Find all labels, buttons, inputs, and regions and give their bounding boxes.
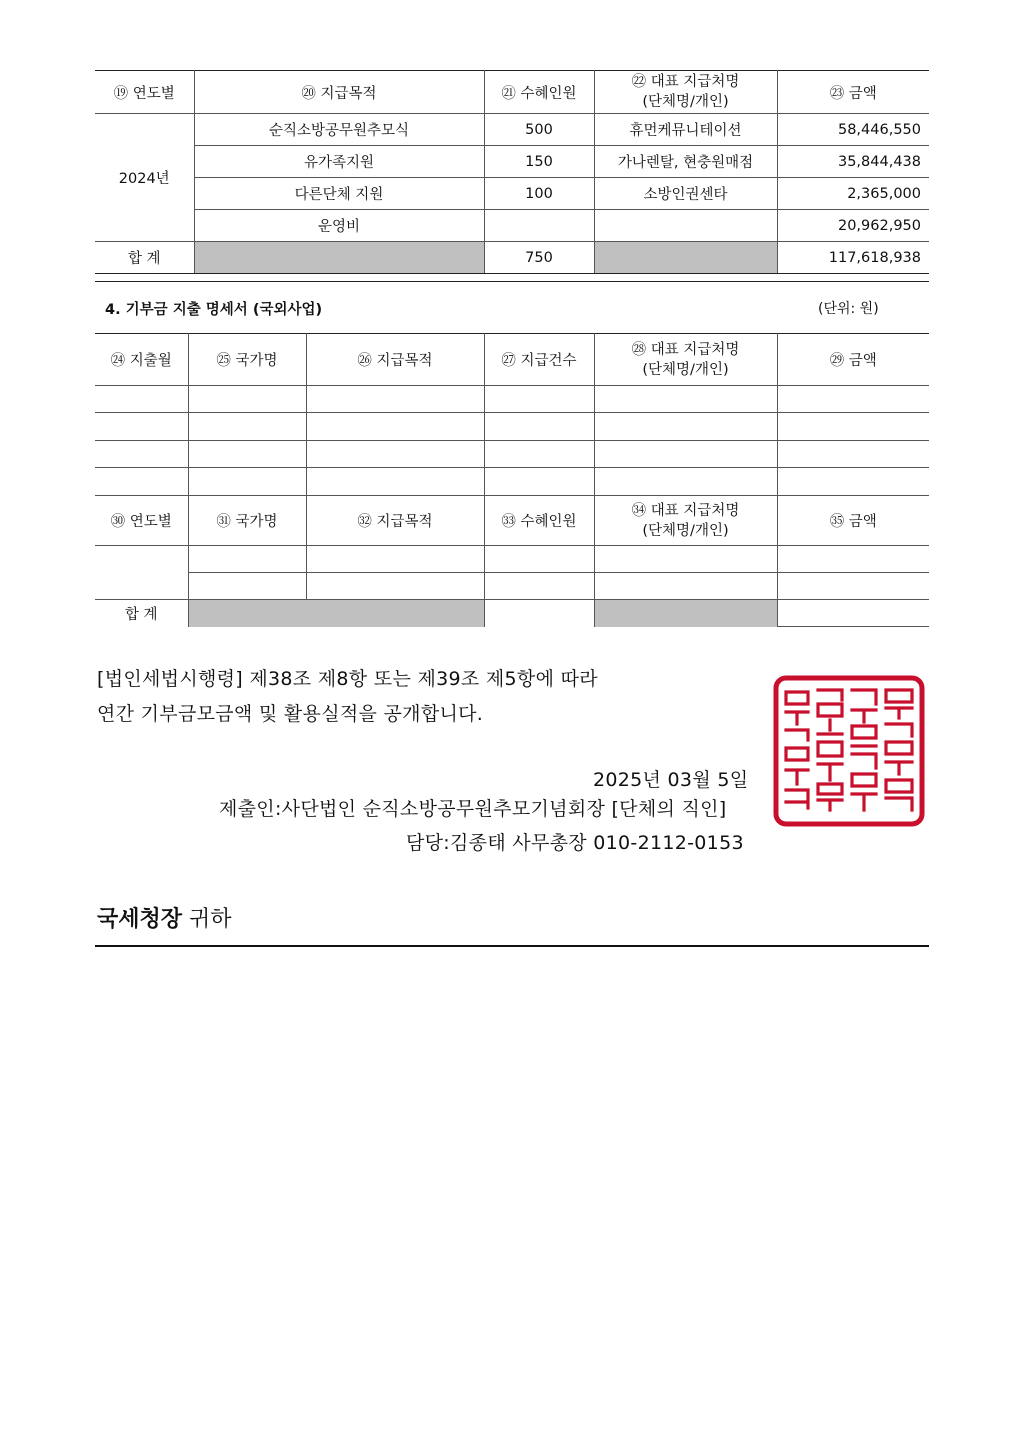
total-amount: 117,618,938	[777, 242, 929, 274]
year-cell	[95, 546, 188, 600]
header-country: ㉕ 국가명	[188, 334, 306, 386]
payee-cell: 가나렌탈, 현충원매점	[594, 146, 777, 178]
header-payee-line2: (단체명/개인)	[642, 361, 729, 378]
total-count: 750	[484, 242, 594, 274]
header-payee-line1: ㉒ 대표 지급처명	[631, 74, 740, 90]
organization-seal	[772, 674, 926, 828]
total-amount	[777, 600, 929, 627]
header-payee	[594, 71, 777, 114]
header-month: ㉔ 지출월	[95, 334, 188, 386]
footer-rule	[95, 945, 929, 947]
statement-line2: 연간 기부금모금액 및 활용실적을 공개합니다.	[97, 703, 484, 725]
total-label: 합 계	[95, 600, 188, 627]
total-label: 합 계	[95, 242, 194, 274]
purpose-cell: 유가족지원	[194, 146, 484, 178]
header-year: ㉚ 연도별	[95, 496, 188, 546]
addressee: 국세청장	[97, 907, 183, 932]
section-title: 4. 기부금 지출 명세서 (국외사업)	[105, 302, 323, 318]
header-beneficiaries: ㉝ 수혜인원	[484, 496, 594, 546]
header-payee-line1: ㉞ 대표 지급처명	[631, 502, 740, 519]
header-beneficiaries: ㉑ 수혜인원	[484, 71, 594, 114]
table-row	[95, 210, 929, 242]
count-cell	[484, 210, 594, 242]
year-cell: 2024년	[95, 114, 194, 242]
purpose-cell: 순직소방공무원추모식	[194, 114, 484, 146]
header-purpose: ㉖ 지급목적	[306, 334, 484, 386]
header-payee-line2: (단체명/개인)	[642, 522, 729, 539]
payee-cell: 소방인권센타	[594, 178, 777, 210]
payee-cell	[594, 210, 777, 242]
total-count	[484, 600, 594, 627]
amount-cell: 20,962,950	[777, 210, 929, 242]
table-row	[95, 146, 929, 178]
statement-date: 2025년 03월 5일	[593, 769, 749, 791]
addressee-line	[97, 902, 232, 933]
statement-line1: [법인세법시행령] 제38조 제8항 또는 제39조 제5항에 따라	[97, 668, 598, 690]
count-cell: 100	[484, 178, 594, 210]
total-row	[95, 600, 929, 627]
payee-cell: 휴먼케뮤니테이션	[594, 114, 777, 146]
empty-row	[95, 546, 929, 573]
amount-cell: 35,844,438	[777, 146, 929, 178]
count-cell: 500	[484, 114, 594, 146]
empty-row	[95, 468, 929, 496]
empty-row	[95, 386, 929, 413]
purpose-cell: 운영비	[194, 210, 484, 242]
section-divider	[95, 281, 929, 282]
empty-row	[95, 573, 929, 600]
empty-row	[95, 441, 929, 468]
header-amount: ㉙ 금액	[777, 334, 929, 386]
table-row	[95, 114, 929, 146]
header-payee-line2: (단체명/개인)	[642, 94, 729, 110]
total-gray-cell	[594, 600, 777, 627]
header-count: ㉗ 지급건수	[484, 334, 594, 386]
statement-contact: 담당:김종태 사무총장 010-2112-0153	[406, 832, 744, 854]
header-purpose: ⑳ 지급목적	[194, 71, 484, 114]
statement-submitter: 제출인:사단법인 순직소방공무원추모기념회장 [단체의 직인]	[219, 798, 727, 820]
unit-label: (단위: 원)	[818, 301, 879, 317]
header-amount: ㉓ 금액	[777, 71, 929, 114]
header-payee-line1: ㉘ 대표 지급처명	[631, 341, 740, 358]
count-cell: 150	[484, 146, 594, 178]
domestic-expenditure-table	[95, 70, 929, 274]
table-row	[95, 178, 929, 210]
amount-cell: 2,365,000	[777, 178, 929, 210]
total-gray-cell	[594, 242, 777, 274]
empty-row	[95, 413, 929, 441]
header-payee	[594, 334, 777, 386]
header-payee	[594, 496, 777, 546]
addressee-suffix: 귀하	[189, 907, 232, 932]
header-amount: ㉟ 금액	[777, 496, 929, 546]
total-row	[95, 242, 929, 274]
purpose-cell: 다른단체 지원	[194, 178, 484, 210]
total-gray-cell	[194, 242, 484, 274]
header-year: ⑲ 연도별	[95, 71, 194, 114]
overseas-expenditure-table	[95, 333, 929, 627]
total-gray-cell	[188, 600, 484, 627]
header-country: ㉛ 국가명	[188, 496, 306, 546]
amount-cell: 58,446,550	[777, 114, 929, 146]
header-purpose: ㉜ 지급목적	[306, 496, 484, 546]
